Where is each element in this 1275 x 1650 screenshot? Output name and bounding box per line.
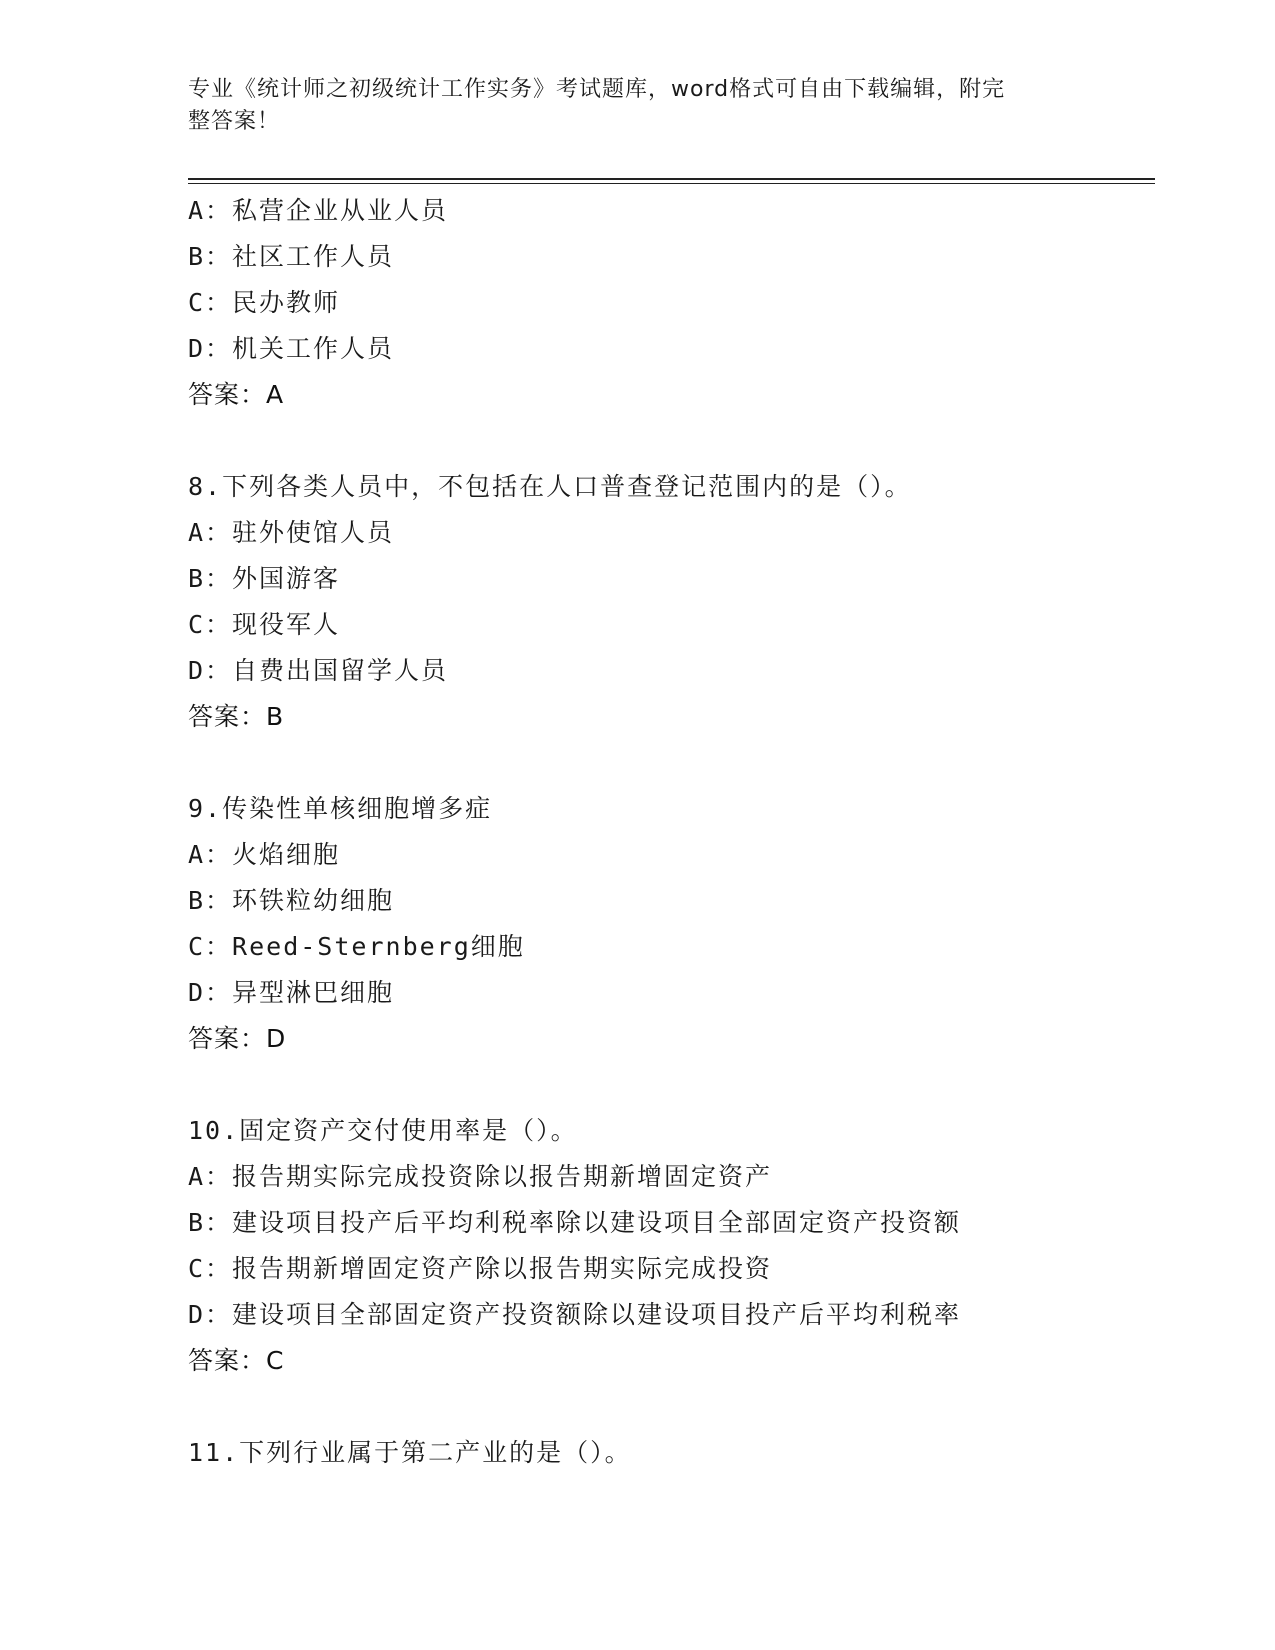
option-d: D：自费出国留学人员 bbox=[188, 656, 449, 685]
document-header bbox=[188, 74, 1078, 138]
question-block-10 bbox=[188, 1108, 1155, 1384]
question-block-11 bbox=[188, 1430, 1155, 1476]
option-c: C：Reed-Sternberg细胞 bbox=[188, 932, 525, 961]
option-d: D：异型淋巴细胞 bbox=[188, 978, 395, 1007]
option-c: C：报告期新增固定资产除以报告期实际完成投资 bbox=[188, 1254, 773, 1283]
option-a: A：驻外使馆人员 bbox=[188, 518, 395, 547]
question-stem: 11.下列行业属于第二产业的是（）。 bbox=[188, 1438, 632, 1467]
option-c: C：现役军人 bbox=[188, 610, 341, 639]
option-b: B：环铁粒幼细胞 bbox=[188, 886, 395, 915]
question-block-7 bbox=[188, 188, 1155, 418]
question-block-8 bbox=[188, 464, 1155, 740]
question-stem: 8.下列各类人员中，不包括在人口普查登记范围内的是（）。 bbox=[188, 472, 912, 501]
header-line-1: 专业《统计师之初级统计工作实务》考试题库，word格式可自由下载编辑，附完 bbox=[188, 77, 1006, 102]
header-rule-thin bbox=[188, 183, 1155, 184]
question-block-9 bbox=[188, 786, 1155, 1062]
answer-line: 答案：D bbox=[188, 1024, 287, 1053]
option-a: A：报告期实际完成投资除以报告期新增固定资产 bbox=[188, 1162, 773, 1191]
option-b: B：社区工作人员 bbox=[188, 242, 395, 271]
question-spacer bbox=[188, 1062, 1155, 1108]
option-b: B：建设项目投产后平均利税率除以建设项目全部固定资产投资额 bbox=[188, 1208, 962, 1237]
question-stem: 10.固定资产交付使用率是（）。 bbox=[188, 1116, 578, 1145]
question-list bbox=[188, 188, 1155, 1476]
header-line-2: 整答案！ bbox=[188, 109, 281, 134]
question-stem: 9.传染性单核细胞增多症 bbox=[188, 794, 493, 823]
option-a: A：火焰细胞 bbox=[188, 840, 341, 869]
answer-line: 答案：B bbox=[188, 702, 285, 731]
answer-line: 答案：A bbox=[188, 380, 285, 409]
answer-line: 答案：C bbox=[188, 1346, 285, 1375]
header-rule-thick bbox=[188, 178, 1155, 180]
option-d: D：建设项目全部固定资产投资额除以建设项目投产后平均利税率 bbox=[188, 1300, 962, 1329]
question-spacer bbox=[188, 740, 1155, 786]
question-spacer bbox=[188, 418, 1155, 464]
option-a: A：私营企业从业人员 bbox=[188, 196, 449, 225]
option-b: B：外国游客 bbox=[188, 564, 341, 593]
option-c: C：民办教师 bbox=[188, 288, 341, 317]
question-spacer bbox=[188, 1384, 1155, 1430]
option-d: D：机关工作人员 bbox=[188, 334, 395, 363]
